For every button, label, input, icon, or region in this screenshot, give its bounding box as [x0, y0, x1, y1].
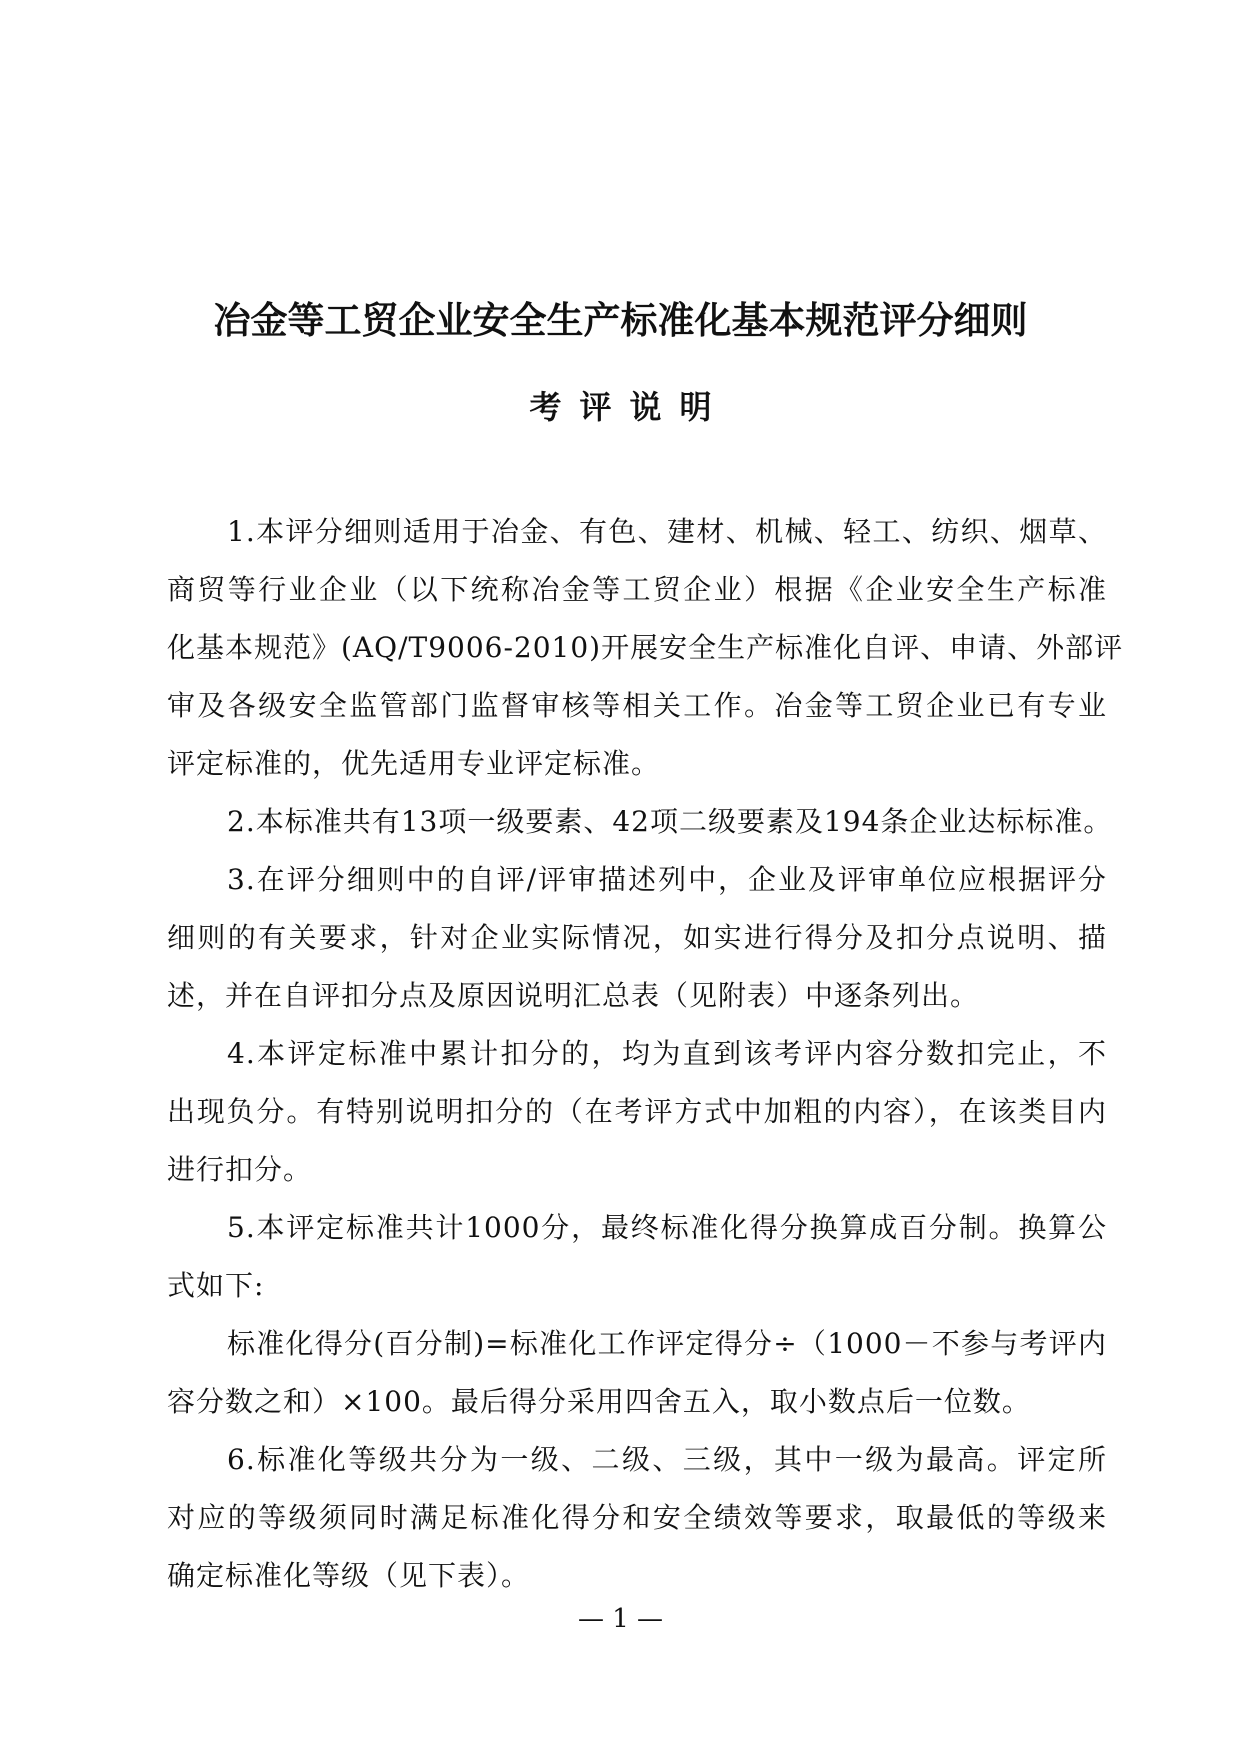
paragraph-5-line-2: 式如下:: [167, 1269, 265, 1302]
paragraph-6-line-2: 对应的等级须同时满足标准化得分和安全绩效等要求，取最低的等级来: [167, 1501, 1107, 1534]
document-body: [167, 503, 1124, 1605]
section-heading: 考评说明: [529, 388, 730, 426]
paragraph-4-line-3: 进行扣分。: [167, 1153, 313, 1186]
paragraph-2-line-1: 2.本标准共有13项一级要素、42项二级要素及194条企业达标标准。: [227, 805, 1113, 838]
paragraph-3-line-2: 细则的有关要求，针对企业实际情况，如实进行得分及扣分点说明、描: [167, 921, 1107, 954]
paragraph-1-line-5: 评定标准的，优先适用专业评定标准。: [167, 747, 661, 780]
formula-line-1: 标准化得分(百分制)=标准化工作评定得分÷（1000－不参与考评内: [227, 1327, 1107, 1360]
paragraph-3-line-1: 3.在评分细则中的自评/评审描述列中，企业及评审单位应根据评分: [227, 863, 1107, 896]
formula-line-2: 容分数之和）×100。最后得分采用四舍五入，取小数点后一位数。: [167, 1385, 1031, 1418]
paragraph-3-line-3: 述，并在自评扣分点及原因说明汇总表（见附表）中逐条列出。: [167, 979, 980, 1012]
page-number: — 1 —: [577, 1604, 664, 1634]
paragraph-6-line-1: 6.标准化等级共分为一级、二级、三级，其中一级为最高。评定所: [227, 1443, 1107, 1476]
paragraph-1-line-3: 化基本规范》(AQ/T9006-2010)开展安全生产标准化自评、申请、外部评: [167, 631, 1124, 664]
paragraph-4-line-1: 4.本评定标准中累计扣分的，均为直到该考评内容分数扣完止，不: [227, 1037, 1107, 1070]
paragraph-1-line-1: 1.本评分细则适用于冶金、有色、建材、机械、轻工、纺织、烟草、: [227, 515, 1107, 548]
paragraph-5-line-1: 5.本评定标准共计1000分，最终标准化得分换算成百分制。换算公: [227, 1211, 1107, 1244]
paragraph-6-line-3: 确定标准化等级（见下表）。: [167, 1559, 531, 1592]
paragraph-4-line-2: 出现负分。有特别说明扣分的（在考评方式中加粗的内容），在该类目内: [167, 1095, 1107, 1128]
paragraph-1-line-2: 商贸等行业企业（以下统称冶金等工贸企业）根据《企业安全生产标准: [167, 573, 1107, 606]
paragraph-1-line-4: 审及各级安全监管部门监督审核等相关工作。冶金等工贸企业已有专业: [167, 689, 1107, 722]
document-title: 冶金等工贸企业安全生产标准化基本规范评分细则: [213, 299, 1028, 342]
